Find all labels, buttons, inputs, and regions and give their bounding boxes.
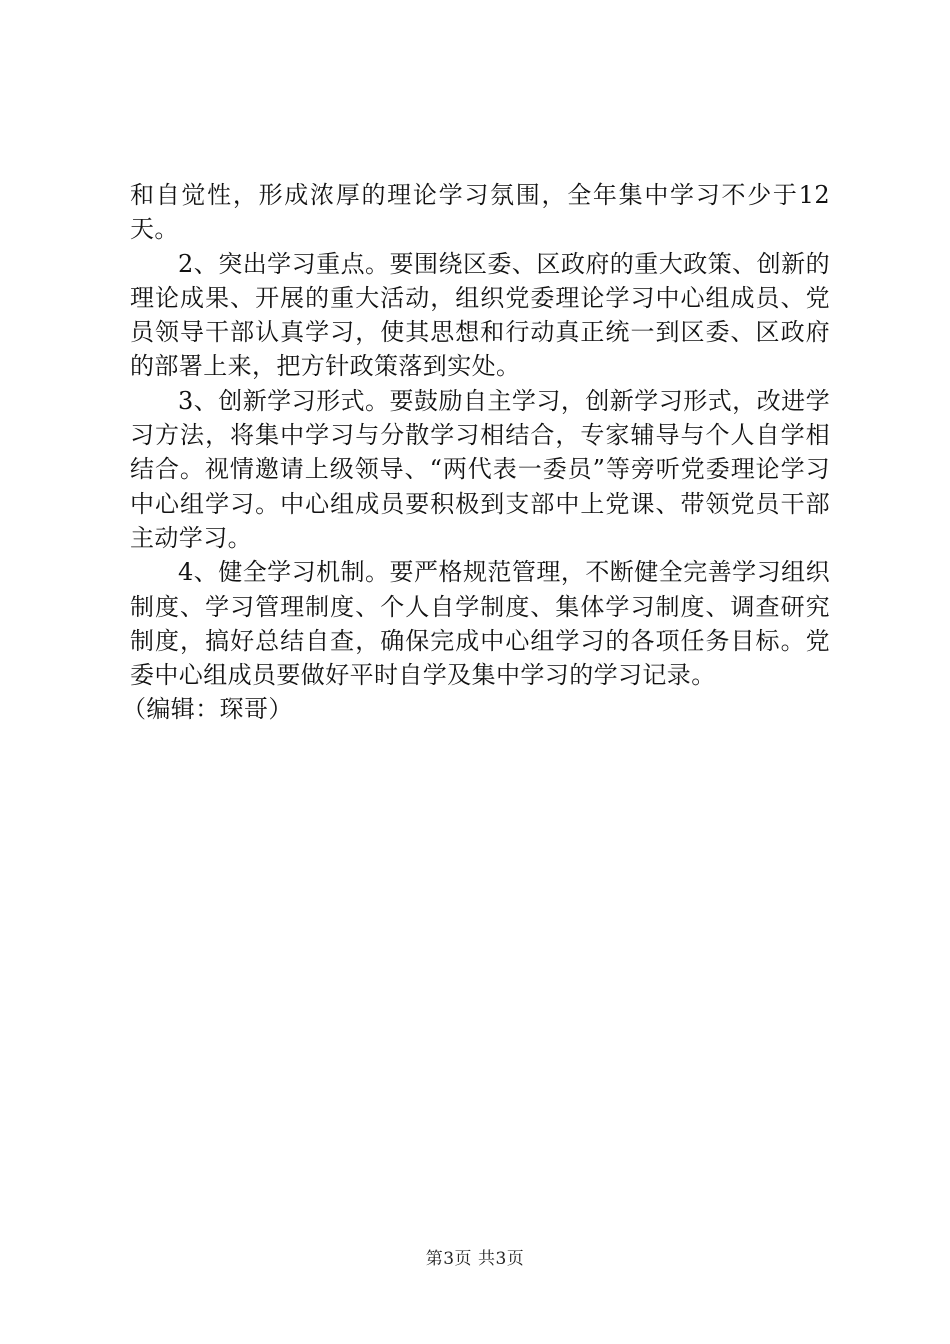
paragraph-study-mechanism: 4、健全学习机制。要严格规范管理，不断健全完善学习组织制度、学习管理制度、个人自学制度、集体学习制度、调查研究制度，搞好总结自查，确保完成中心组学习的各项任务目标。党委中心组成员要做好平时自学及集中学习的学习记录。 (130, 558, 830, 690)
page-footer (0, 1244, 950, 1269)
paragraph-continuation: 和自觉性，形成浓厚的理论学习氛围，全年集中学习不少于12天。 (130, 181, 830, 244)
page-indicator: 第3页 共3页 (425, 1249, 525, 1269)
paragraph-study-focus: 2、突出学习重点。要围绕区委、区政府的重大政策、创新的理论成果、开展的重大活动，组织党委理论学习中心组成员、党员领导干部认真学习，使其思想和行动真正统一到区委、区政府的部署上来，把方针政策落到实处。 (130, 249, 830, 381)
document-body (122, 178, 830, 727)
paragraph-study-form: 3、创新学习形式。要鼓励自主学习，创新学习形式，改进学习方法，将集中学习与分散学习相结合，专家辅导与个人自学相结合。视情邀请上级领导、“两代表一委员”等旁听党委理论学习中心组学习。中心组成员要积极到支部中上党课、带领党员干部主动学习。 (130, 386, 830, 552)
editor-note: （编辑：琛哥） (122, 695, 293, 724)
